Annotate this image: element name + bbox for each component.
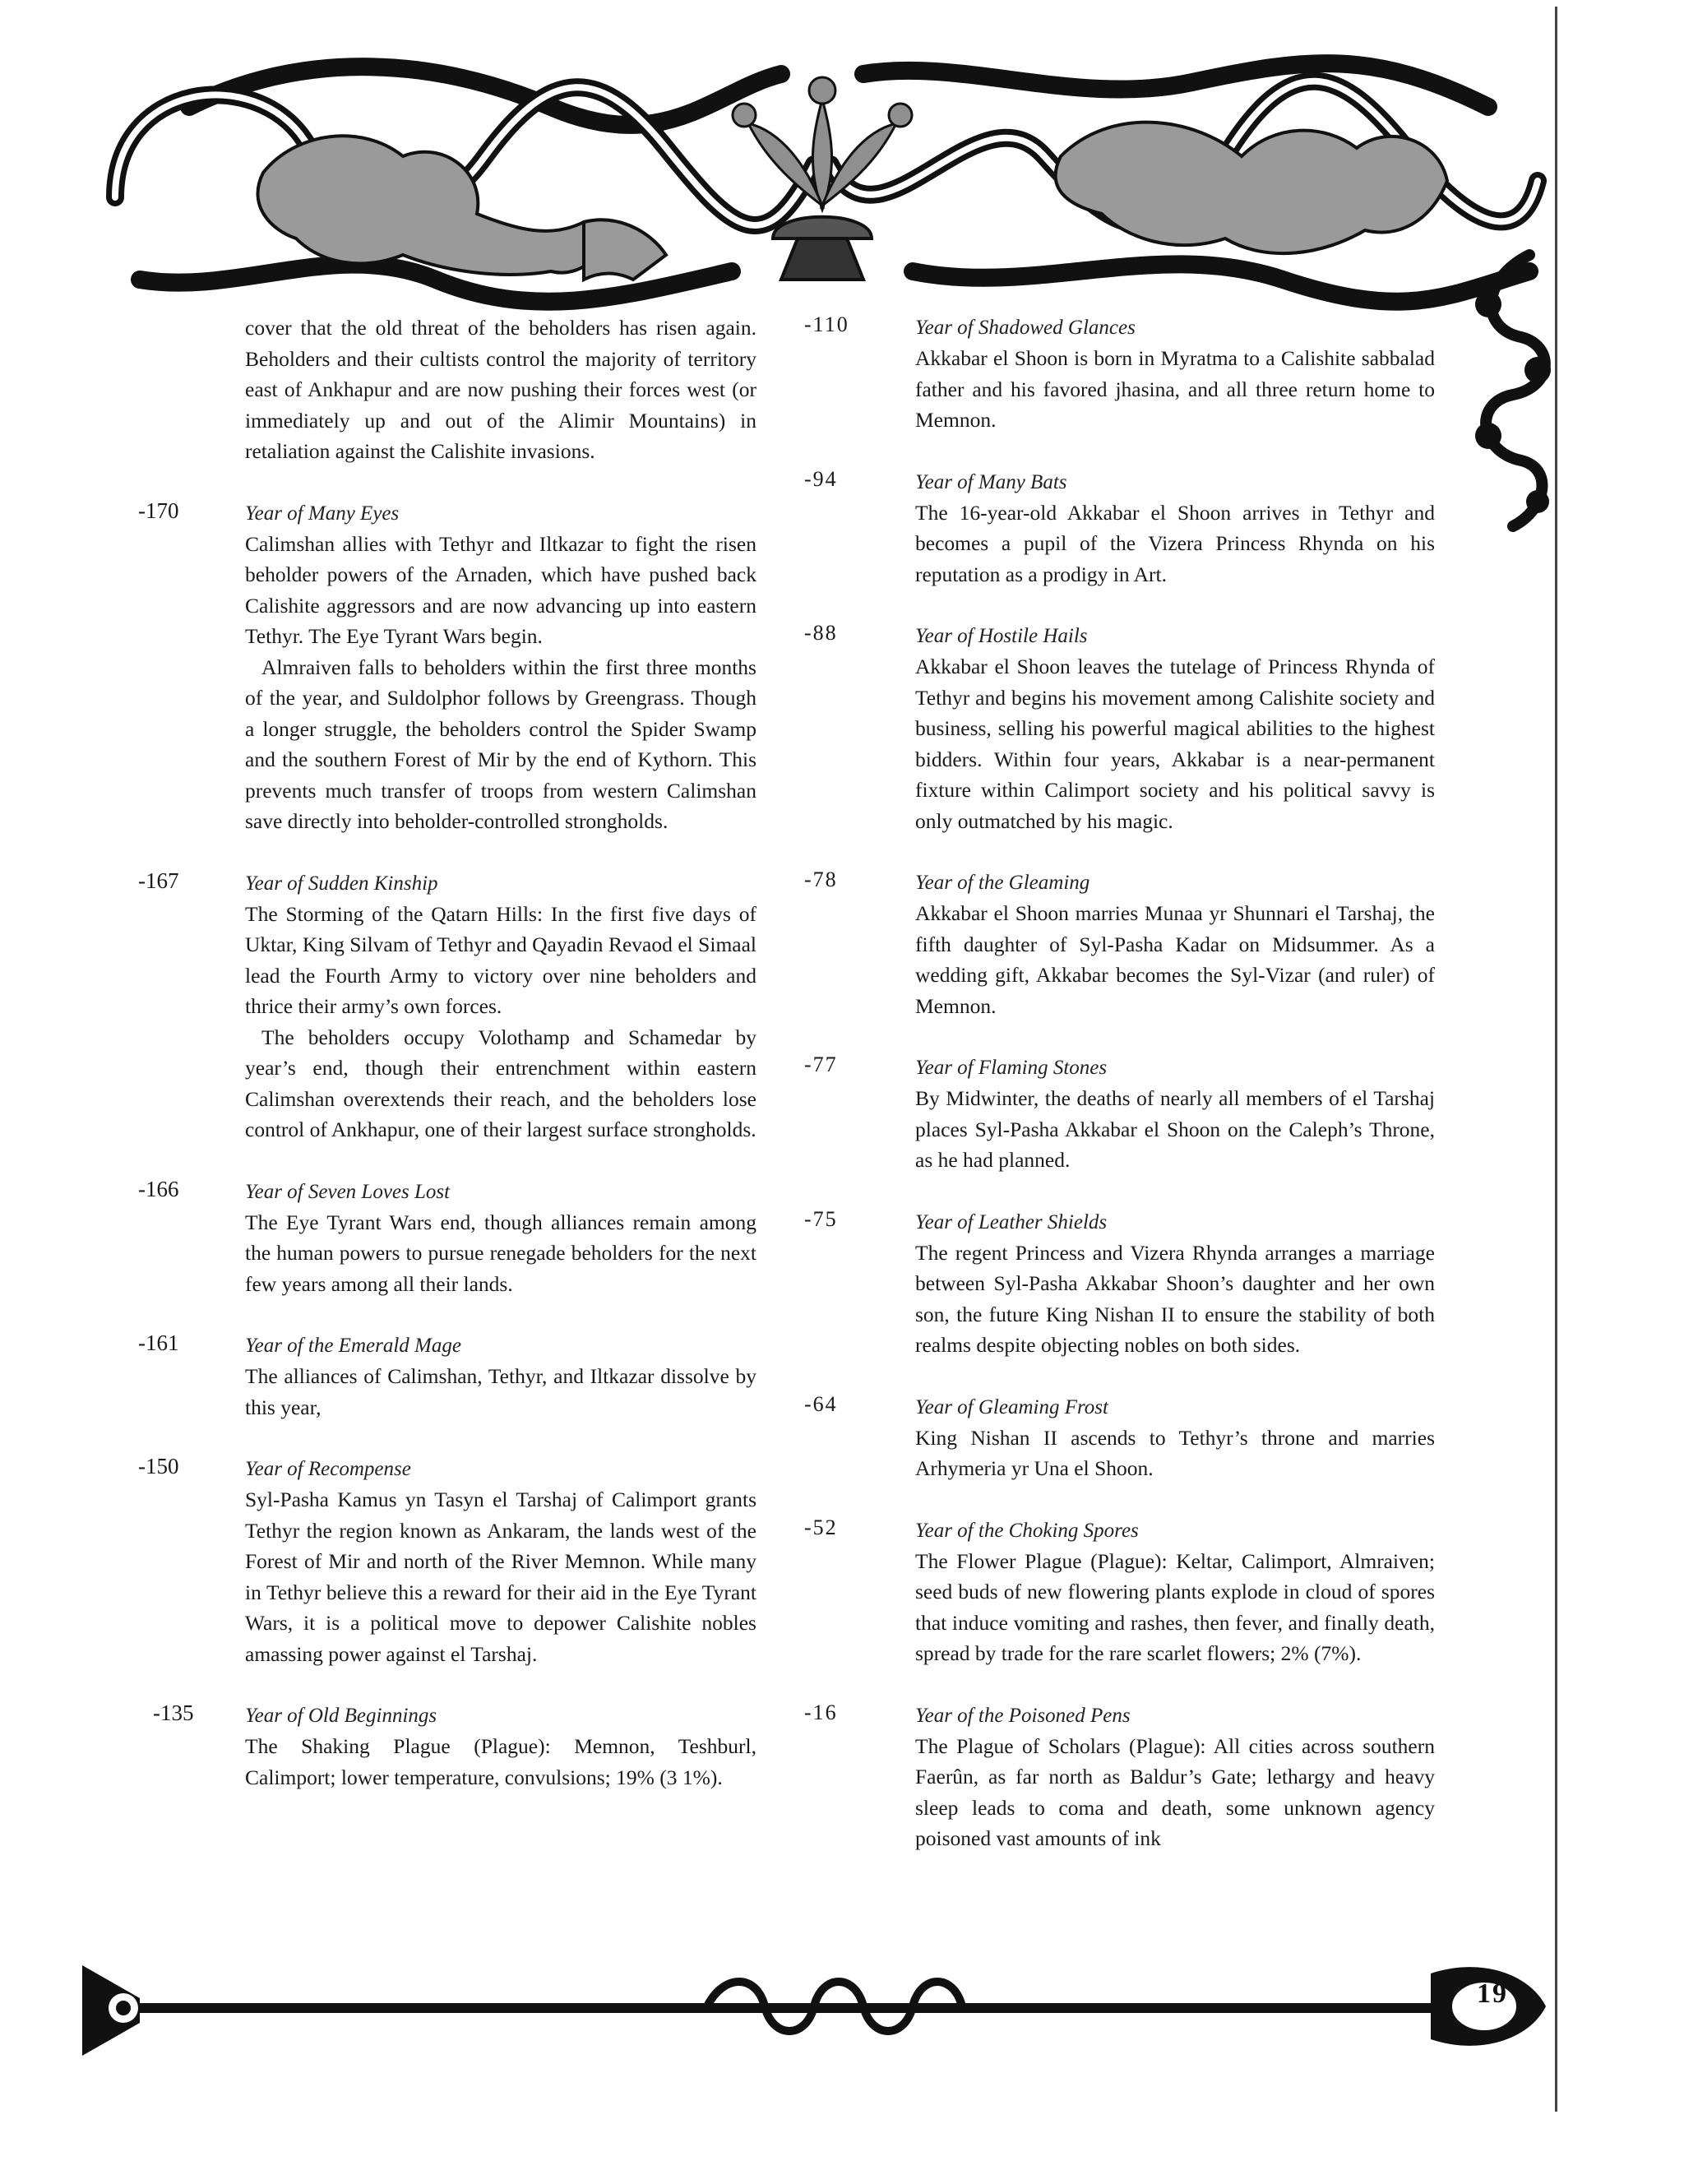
entry-name: Year of Old Beginnings xyxy=(245,1705,437,1727)
entry-year: -64 xyxy=(804,1391,838,1416)
continued-text xyxy=(132,312,756,467)
right-column xyxy=(802,312,1435,1886)
timeline-entry xyxy=(132,1700,756,1793)
entry-text xyxy=(915,1238,1435,1361)
entry-name: Year of Seven Loves Lost xyxy=(245,1180,451,1203)
entry-paragraph: Akkabar el Shoon marries Munaa yr Shunnari el Tarshaj, the fifth daughter of Syl-Pasha Kadar on Midsummer. As a wedding gift, Akkabar becomes the Syl-Vizar (and ruler) of Memnon. xyxy=(915,901,1435,1018)
entry-name: Year of Recompense xyxy=(245,1458,411,1480)
entry-paragraph: The Flower Plague (Plague): Keltar, Calimport, Almraiven; seed buds of new flowering plants explode in cloud of spores that induce vomiting and rashes, then fever, and finally death, spread by trade for the rare scarlet flowers; 2% (7%). xyxy=(915,1548,1435,1665)
flower-urn-icon xyxy=(733,77,912,280)
entry-name: Year of Shadowed Glances xyxy=(915,317,1136,339)
entry-year: -88 xyxy=(804,621,838,645)
entry-name: Year of Flaming Stones xyxy=(915,1057,1108,1079)
entry-year: -110 xyxy=(804,312,849,336)
entry-paragraph: Akkabar el Shoon leaves the tutelage of Princess Rhynda of Tethyr and begins his movement among Calishite society and business, selling his powerful magical abilities to the highest bidders. Within four years, Akkabar is a near-permanent fixture within Calimport society and his political savvy is only outmatched by his magic. xyxy=(915,655,1435,833)
left-knot-icon xyxy=(82,1965,140,2056)
entry-text xyxy=(915,1731,1435,1854)
entry-year: -16 xyxy=(804,1700,838,1724)
vine-ornament xyxy=(1464,247,1562,543)
entry-text xyxy=(915,1083,1435,1176)
entry-text xyxy=(245,529,756,837)
entry-name: Year of the Emerald Mage xyxy=(245,1335,461,1357)
timeline-entry xyxy=(132,1330,756,1423)
entry-paragraph: The 16-year-old Akkabar el Shoon arrives in Tethyr and becomes a pupil of the Vizera Princess Rhynda on his reputation as a prodigy in Art. xyxy=(915,500,1435,586)
timeline-entry xyxy=(802,868,1435,1021)
entry-name: Year of Gleaming Frost xyxy=(915,1395,1108,1418)
timeline-entry xyxy=(802,1700,1435,1854)
entry-year: -94 xyxy=(804,466,838,491)
entry-paragraph: Akkabar el Shoon is born in Myratma to a Calishite sabbalad father and his favored jhasina, and all three return home to Memnon. xyxy=(915,346,1435,432)
entry-name: Year of the Poisoned Pens xyxy=(915,1704,1131,1727)
entry-paragraph: The beholders occupy Volothamp and Schamedar by year’s end, though their entrenchment within eastern Calimshan overextends their reach, and the beholders lose control of Ankhapur, one of their largest surface strongholds. xyxy=(245,1025,756,1141)
entry-text xyxy=(915,1546,1435,1669)
entry-name: Year of Hostile Hails xyxy=(915,625,1088,647)
timeline-entry xyxy=(802,1207,1435,1361)
page-number: 19 xyxy=(1477,1978,1508,2009)
entry-year: -161 xyxy=(138,1330,179,1355)
entry-year: -167 xyxy=(138,868,179,893)
entry-paragraph: Almraiven falls to beholders within the first three months of the year, and Suldolphor follows by Greengrass. Though a longer struggle, the beholders control the Spider Swamp and the southern Forest of Mir by the end of Kythorn. This prevents much transfer of troops from western Calimshan save directly into beholder-controlled strongholds. xyxy=(245,655,756,833)
entry-year: -52 xyxy=(804,1515,838,1539)
entry-text xyxy=(245,1731,756,1793)
timeline-entry xyxy=(802,467,1435,590)
entry-paragraph: King Nishan II ascends to Tethyr’s throne and marries Arhymeria yr Una el Shoon. xyxy=(915,1425,1435,1480)
footer-ornament-bar xyxy=(82,1957,1562,2056)
entry-paragraph: The regent Princess and Vizera Rhynda arranges a marriage between Syl-Pasha Akkabar Shoon’s daughter and her own son, the future King Nishan II to ensure the stability of both realms despite objecting nobles on both sides. xyxy=(915,1240,1435,1357)
entry-year: -150 xyxy=(138,1454,179,1478)
entry-name: Year of the Gleaming xyxy=(915,872,1090,894)
entry-text xyxy=(245,1207,756,1300)
entry-paragraph: Syl-Pasha Kamus yn Tasyn el Tarshaj of Calimport grants Tethyr the region known as Ankaram, the lands west of the Forest of Mir and north of the River Memnon. While many in Tethyr believe this a reward for their aid in the Eye Tyrant Wars, it is a political move to depower Calishite nobles amassing power against el Tarshaj. xyxy=(245,1488,756,1666)
entry-paragraph: The Eye Tyrant Wars end, though alliances remain among the human powers to pursue renegade beholders for the next few years among all their lands. xyxy=(245,1210,756,1296)
entry-paragraph: The alliances of Calimshan, Tethyr, and Iltkazar dissolve by this year, xyxy=(245,1364,756,1419)
entry-text xyxy=(245,899,756,1145)
entry-year: -77 xyxy=(804,1053,838,1076)
timeline-entry xyxy=(802,1515,1435,1669)
entry-text xyxy=(915,651,1435,836)
continued-paragraph: cover that the old threat of the beholders has risen again. Beholders and their cultists control the majority of territory east of Ankhapur and are now pushing their forces west (or immediately up and out of the Alimir Mountains) in retaliation against the Calishite invasions. xyxy=(245,316,756,463)
entry-text xyxy=(915,497,1435,590)
entry-year: -170 xyxy=(138,497,179,523)
dragon-right-icon xyxy=(1056,123,1447,253)
entry-paragraph: The Shaking Plague (Plague): Memnon, Teshburl, Calimport; lower temperature, convulsions; 19% (3 1%). xyxy=(245,1734,756,1789)
knotwork-header-banner xyxy=(90,33,1554,329)
entry-text xyxy=(245,1484,756,1669)
timeline-entry xyxy=(132,1454,756,1669)
entry-paragraph: The Storming of the Qatarn Hills: In the first five days of Uktar, King Silvam of Tethyr and Qayadin Revaod el Simaal lead the Fourth Army to victory over nine beholders and thrice their army’s own forces. xyxy=(245,901,756,1018)
timeline-entry xyxy=(802,1053,1435,1176)
entry-paragraph: By Midwinter, the deaths of nearly all members of el Tarshaj places Syl-Pasha Akkabar el Shoon on the Caleph’s Throne, as he had planned. xyxy=(915,1086,1435,1172)
entry-text xyxy=(915,898,1435,1021)
left-column xyxy=(132,312,756,1824)
entry-year: -135 xyxy=(153,1700,194,1725)
entry-year: -78 xyxy=(804,868,838,891)
entry-name: Year of Many Eyes xyxy=(245,502,400,525)
timeline-entry xyxy=(802,312,1435,436)
timeline-entry xyxy=(132,1177,756,1300)
entry-name: Year of Many Bats xyxy=(915,470,1067,493)
entry-name: Year of the Choking Spores xyxy=(915,1519,1139,1542)
entry-text xyxy=(245,1361,756,1423)
timeline-entry xyxy=(802,1392,1435,1484)
entry-year: -75 xyxy=(804,1206,838,1231)
entry-name: Year of Sudden Kinship xyxy=(245,872,438,895)
entry-paragraph: The Plague of Scholars (Plague): All cities across southern Faerûn, as far north as Baldur’s Gate; lethargy and heavy sleep leads to coma and death, some unknown agency poisoned vast amounts of ink xyxy=(915,1733,1435,1850)
timeline-entry xyxy=(802,621,1435,836)
entry-name: Year of Leather Shields xyxy=(915,1210,1108,1233)
entry-text xyxy=(915,1423,1435,1484)
entry-year: -166 xyxy=(138,1176,179,1201)
timeline-entry xyxy=(132,498,756,837)
entry-text xyxy=(915,343,1435,436)
entry-paragraph: Calimshan allies with Tethyr and Iltkazar to fight the risen beholder powers of the Arnaden, which have pushed back Calishite aggressors and are now advancing up into eastern Tethyr. The Eye Tyrant Wars begin. xyxy=(245,531,756,648)
timeline-entry xyxy=(132,868,756,1145)
